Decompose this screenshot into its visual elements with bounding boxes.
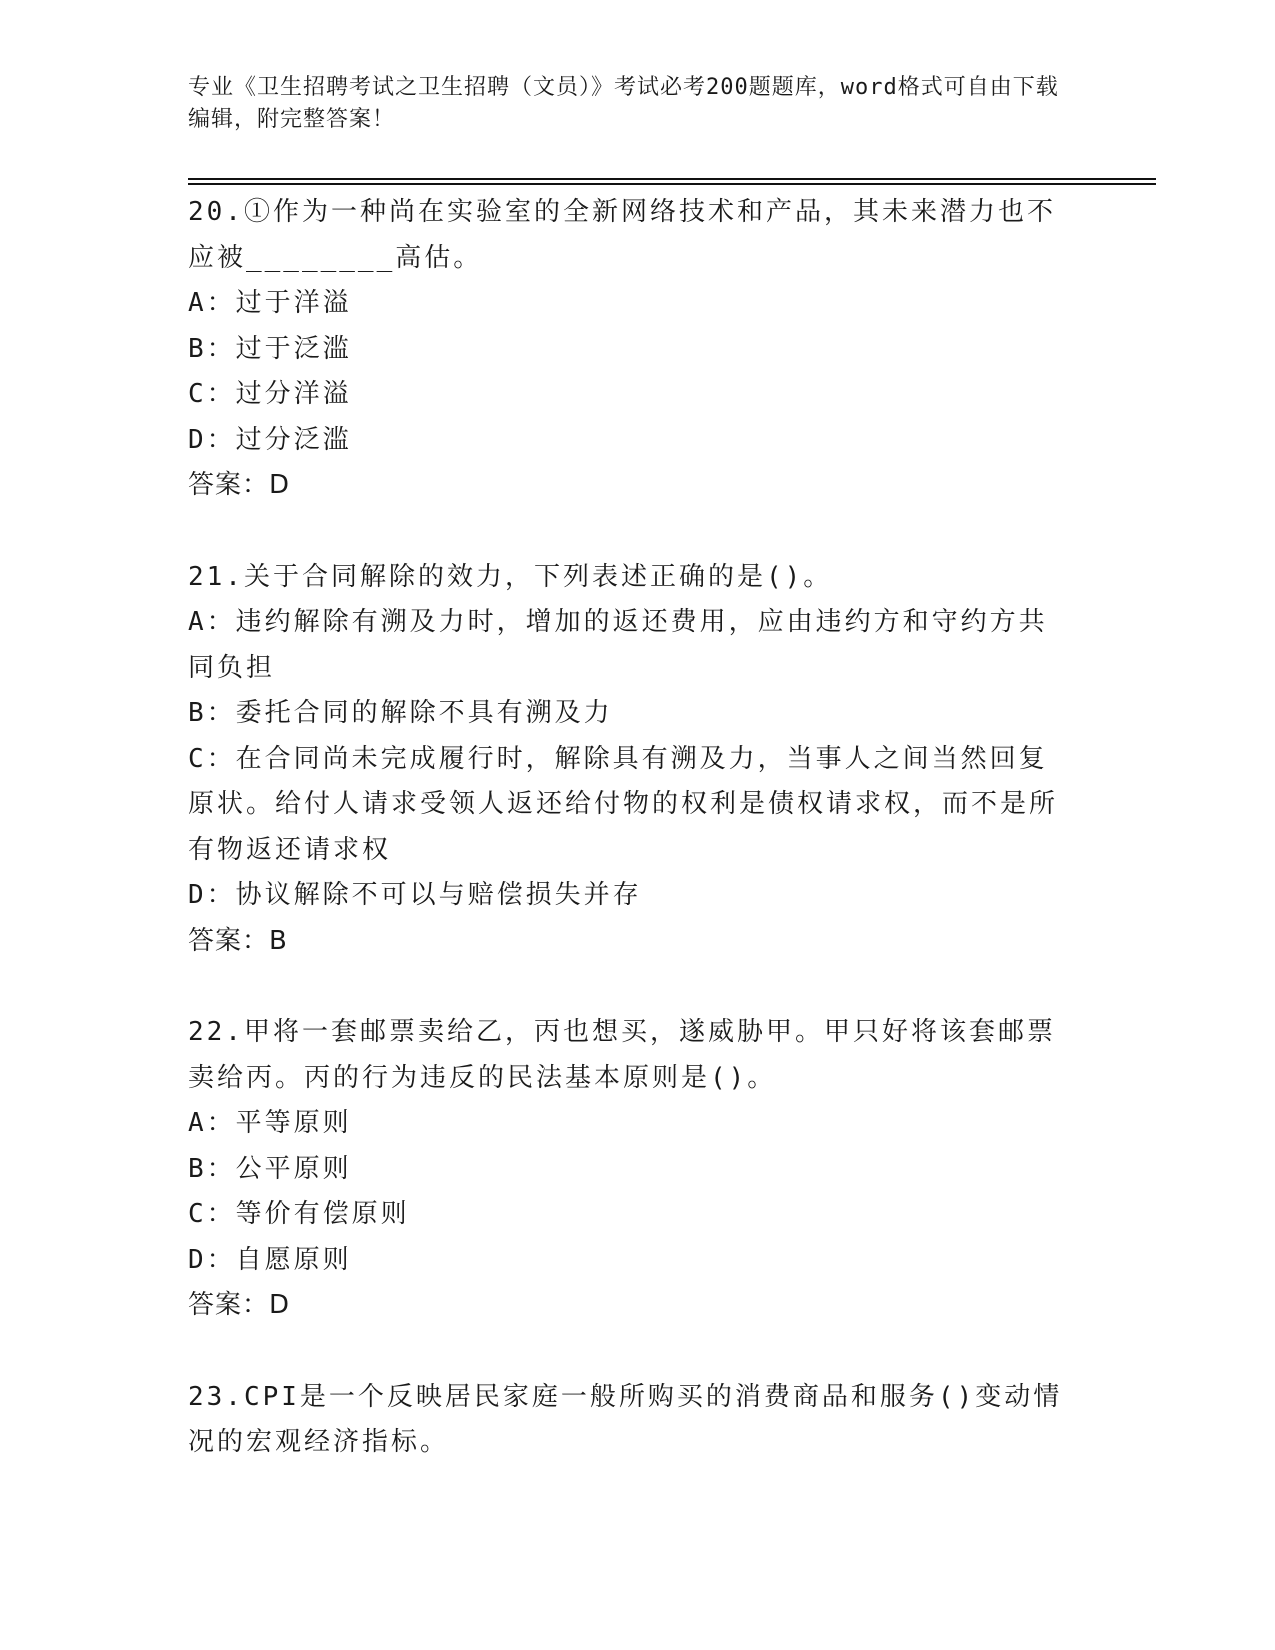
header-text: 专业《卫生招聘考试之卫生招聘（文员）》考试必考200题题库，word格式可自由下载编辑，附完整答案！ xyxy=(188,75,1059,132)
option-b: B：委托合同的解除不具有溯及力 xyxy=(188,698,613,728)
option-a: A：过于洋溢 xyxy=(188,288,352,318)
option-a: A：平等原则 xyxy=(188,1108,352,1138)
option-d: D：自愿原则 xyxy=(188,1244,352,1275)
header-divider-top xyxy=(188,178,1156,180)
question-23 xyxy=(188,1375,1076,1466)
question-text: 22.甲将一套邮票卖给乙，丙也想买，遂威胁甲。甲只好将该套邮票卖给丙。丙的行为违反的民法基本原则是()。 xyxy=(188,1017,1056,1093)
question-20 xyxy=(188,190,1076,509)
question-spacer xyxy=(188,1329,1076,1375)
question-22 xyxy=(188,1010,1076,1329)
option-b: B：公平原则 xyxy=(188,1153,352,1184)
question-spacer xyxy=(188,509,1076,555)
option-c: C：等价有偿原则 xyxy=(188,1199,410,1229)
document-header xyxy=(188,72,1068,136)
option-d: D：过分泛滥 xyxy=(188,424,352,455)
question-list xyxy=(188,190,1076,1466)
option-c: C：过分洋溢 xyxy=(188,379,352,409)
question-text: 21.关于合同解除的效力，下列表述正确的是()。 xyxy=(188,561,833,592)
question-spacer xyxy=(188,964,1076,1010)
answer-line: 答案：B xyxy=(188,925,288,956)
option-d: D：协议解除不可以与赔偿损失并存 xyxy=(188,880,642,910)
option-b: B：过于泛滥 xyxy=(188,333,352,364)
question-21 xyxy=(188,555,1076,965)
question-text: 20.①作为一种尚在实验室的全新网络技术和产品，其未来潜力也不应被________高估。 xyxy=(188,197,1056,273)
answer-line: 答案：D xyxy=(188,470,291,500)
answer-line: 答案：D xyxy=(188,1290,291,1320)
option-c: C：在合同尚未完成履行时，解除具有溯及力，当事人之间当然回复原状。给付人请求受领人返还给付物的权利是债权请求权，而不是所有物返还请求权 xyxy=(188,743,1059,865)
question-text: 23.CPI是一个反映居民家庭一般所购买的消费商品和服务()变动情况的宏观经济指标。 xyxy=(188,1381,1063,1457)
header-divider-bottom xyxy=(188,183,1156,185)
option-a: A：违约解除有溯及力时，增加的返还费用，应由违约方和守约方共同负担 xyxy=(188,607,1048,683)
